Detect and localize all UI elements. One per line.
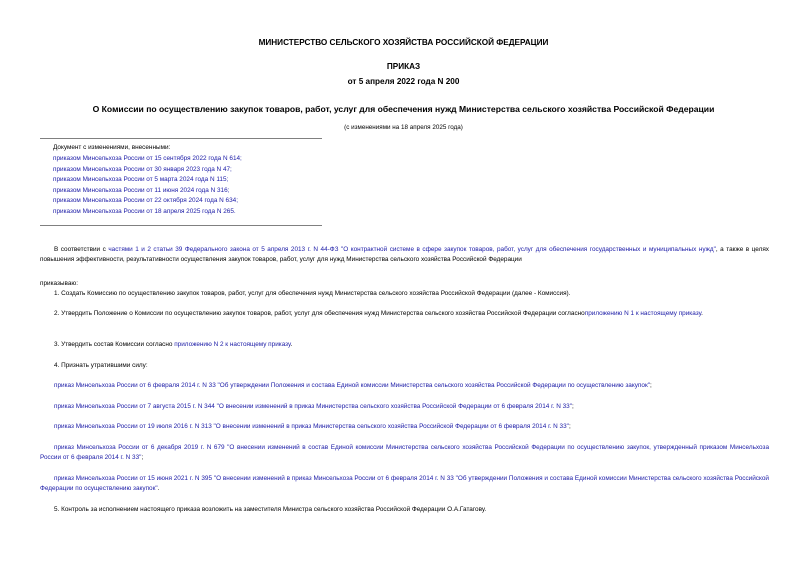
repealed-order-link[interactable]: приказ Минсельхоза России от 6 февраля 2014 г. N 33 "Об утверждении Положения и состава Единой комиссии Министерства сельского хозяйства Российской Федерации по осуществлению закупок" bbox=[54, 382, 651, 389]
repealed-order-5: приказ Минсельхоза России от 15 июня 2021 г. N 395 "О внесении изменений в приказ Минсельхоза России от 6 февраля 2014 г. N 33 "Об утверждении Положения и состава Единой комиссии Министерства сельского хозяйства Российской Федерации по осуществлению закупок". bbox=[40, 475, 769, 493]
order-word: приказываю: bbox=[40, 280, 78, 287]
amendment-link[interactable]: приказом Минсельхоза России от 22 октября 2024 года N 634; bbox=[53, 197, 238, 205]
repealed-order-2: приказ Минсельхоза России от 7 августа 2015 г. N 344 "О внесении изменений в приказ Министерства сельского хозяйства Российской Федерации от 6 февраля 2014 г. N 33"; bbox=[54, 403, 574, 410]
document-type: ПРИКАЗ bbox=[386, 62, 421, 71]
amendment-link[interactable]: приказом Минсельхоза России от 11 июня 2024 года N 316; bbox=[53, 186, 230, 194]
amendment-link[interactable]: приказом Минсельхоза России от 5 марта 2024 года N 115; bbox=[53, 176, 229, 184]
repealed-order-link[interactable]: приказ Минсельхоза России от 7 августа 2015 г. N 344 "О внесении изменений в приказ Министерства сельского хозяйства Российской Федерации от 6 февраля 2014 г. N 33" bbox=[54, 403, 572, 410]
repealed-order-link[interactable]: приказ Минсельхоза России от 19 июля 2016 г. N 313 "О внесении изменений в приказ Министерства сельского хозяйства Российской Федерации от 6 февраля 2014 г. N 33" bbox=[54, 423, 569, 430]
appendix-2-link[interactable]: приложению N 2 к настоящему приказу bbox=[174, 341, 291, 348]
intro-paragraph: В соответствии с частями 1 и 2 статьи 39 Федерального закона от 5 апреля 2013 г. N 44-ФЗ "О контрактной системе в сфере закупок товаров, работ, услуг для обеспечения государственных и муниципальных нужд", а также в целях повышения эффективности, результативности осуществления закупок товаров, работ, услуг для нужд Министерства сельского хозяйства Российской Федерации bbox=[40, 246, 769, 264]
repealed-order-3: приказ Минсельхоза России от 19 июля 2016 г. N 313 "О внесении изменений в приказ Министерства сельского хозяйства Российской Федерации от 6 февраля 2014 г. N 33"; bbox=[54, 423, 571, 430]
clause-2: 2. Утвердить Положение о Комиссии по осуществлению закупок товаров, работ, услуг для обеспечения нужд Министерства сельского хозяйства Российской Федерации согласноприложению N 1 к настоящему приказу. bbox=[54, 310, 703, 317]
clause-1: 1. Создать Комиссию по осуществлению закупок товаров, работ, услуг для обеспечения нужд Министерства сельского хозяйства Российской Федерации (далее - Комиссия). bbox=[54, 290, 571, 297]
document-date-number: от 5 апреля 2022 года N 200 bbox=[347, 77, 460, 86]
amendment-link[interactable]: приказом Минсельхоза России от 30 января 2023 года N 47; bbox=[53, 165, 232, 173]
law-link[interactable]: частями 1 и 2 статьи 39 Федерального закона от 5 апреля 2013 г. N 44-ФЗ "О контрактной системе в сфере закупок товаров, работ, услуг для обеспечения государственных и муниципальных нужд" bbox=[108, 246, 716, 253]
amended-note: (с изменениями на 18 апреля 2025 года) bbox=[344, 124, 463, 131]
clause-3: 3. Утвердить состав Комиссии согласно приложению N 2 к настоящему приказу. bbox=[54, 341, 293, 348]
repealed-order-1: приказ Минсельхоза России от 6 февраля 2014 г. N 33 "Об утверждении Положения и состава Единой комиссии Министерства сельского хозяйства Российской Федерации по осуществлению закупок"; bbox=[54, 382, 652, 389]
document-title: О Комиссии по осуществлению закупок товаров, работ, услуг для обеспечения нужд Министерства сельского хозяйства Российской Федерации bbox=[92, 104, 715, 114]
clause-5: 5. Контроль за исполнением настоящего приказа возложить на заместителя Министра сельского хозяйства Российской Федерации О.А.Гатагову. bbox=[54, 506, 487, 513]
repealed-order-link[interactable]: приказ Минсельхоза России от 6 декабря 2019 г. N 679 "О внесении изменений в состав Единой комиссии Министерства сельского хозяйства Российской Федерации по осуществлению закупок, утвержденный приказом Минсельхоза России от 6 февраля 2014 г. N 33" bbox=[40, 444, 769, 462]
repealed-order-4: приказ Минсельхоза России от 6 декабря 2019 г. N 679 "О внесении изменений в состав Единой комиссии Министерства сельского хозяйства Российской Федерации по осуществлению закупок, утвержденный приказом Минсельхоза России от 6 февраля 2014 г. N 33"; bbox=[40, 444, 769, 462]
amendment-link[interactable]: приказом Минсельхоза России от 15 сентября 2022 года N 614; bbox=[53, 155, 242, 162]
amendments-box bbox=[40, 138, 322, 226]
amendments-heading: Документ с изменениями, внесенными: bbox=[53, 144, 171, 151]
repealed-order-link[interactable]: приказ Минсельхоза России от 15 июня 2021 г. N 395 "О внесении изменений в приказ Минсельхоза России от 6 февраля 2014 г. N 33 "Об утверждении Положения и состава Единой комиссии Министерства сельского хозяйства Российской Федерации по осуществлению закупок" bbox=[40, 475, 769, 493]
amendments-list bbox=[53, 154, 242, 218]
amendment-link[interactable]: приказом Минсельхоза России от 18 апреля 2025 года N 265. bbox=[53, 207, 236, 215]
clause-4: 4. Признать утратившими силу: bbox=[54, 362, 148, 369]
appendix-1-link[interactable]: приложению N 1 к настоящему приказу bbox=[584, 310, 702, 317]
ministry-name: МИНИСТЕРСТВО СЕЛЬСКОГО ХОЗЯЙСТВА РОССИЙСКОЙ ФЕДЕРАЦИИ bbox=[258, 38, 549, 47]
